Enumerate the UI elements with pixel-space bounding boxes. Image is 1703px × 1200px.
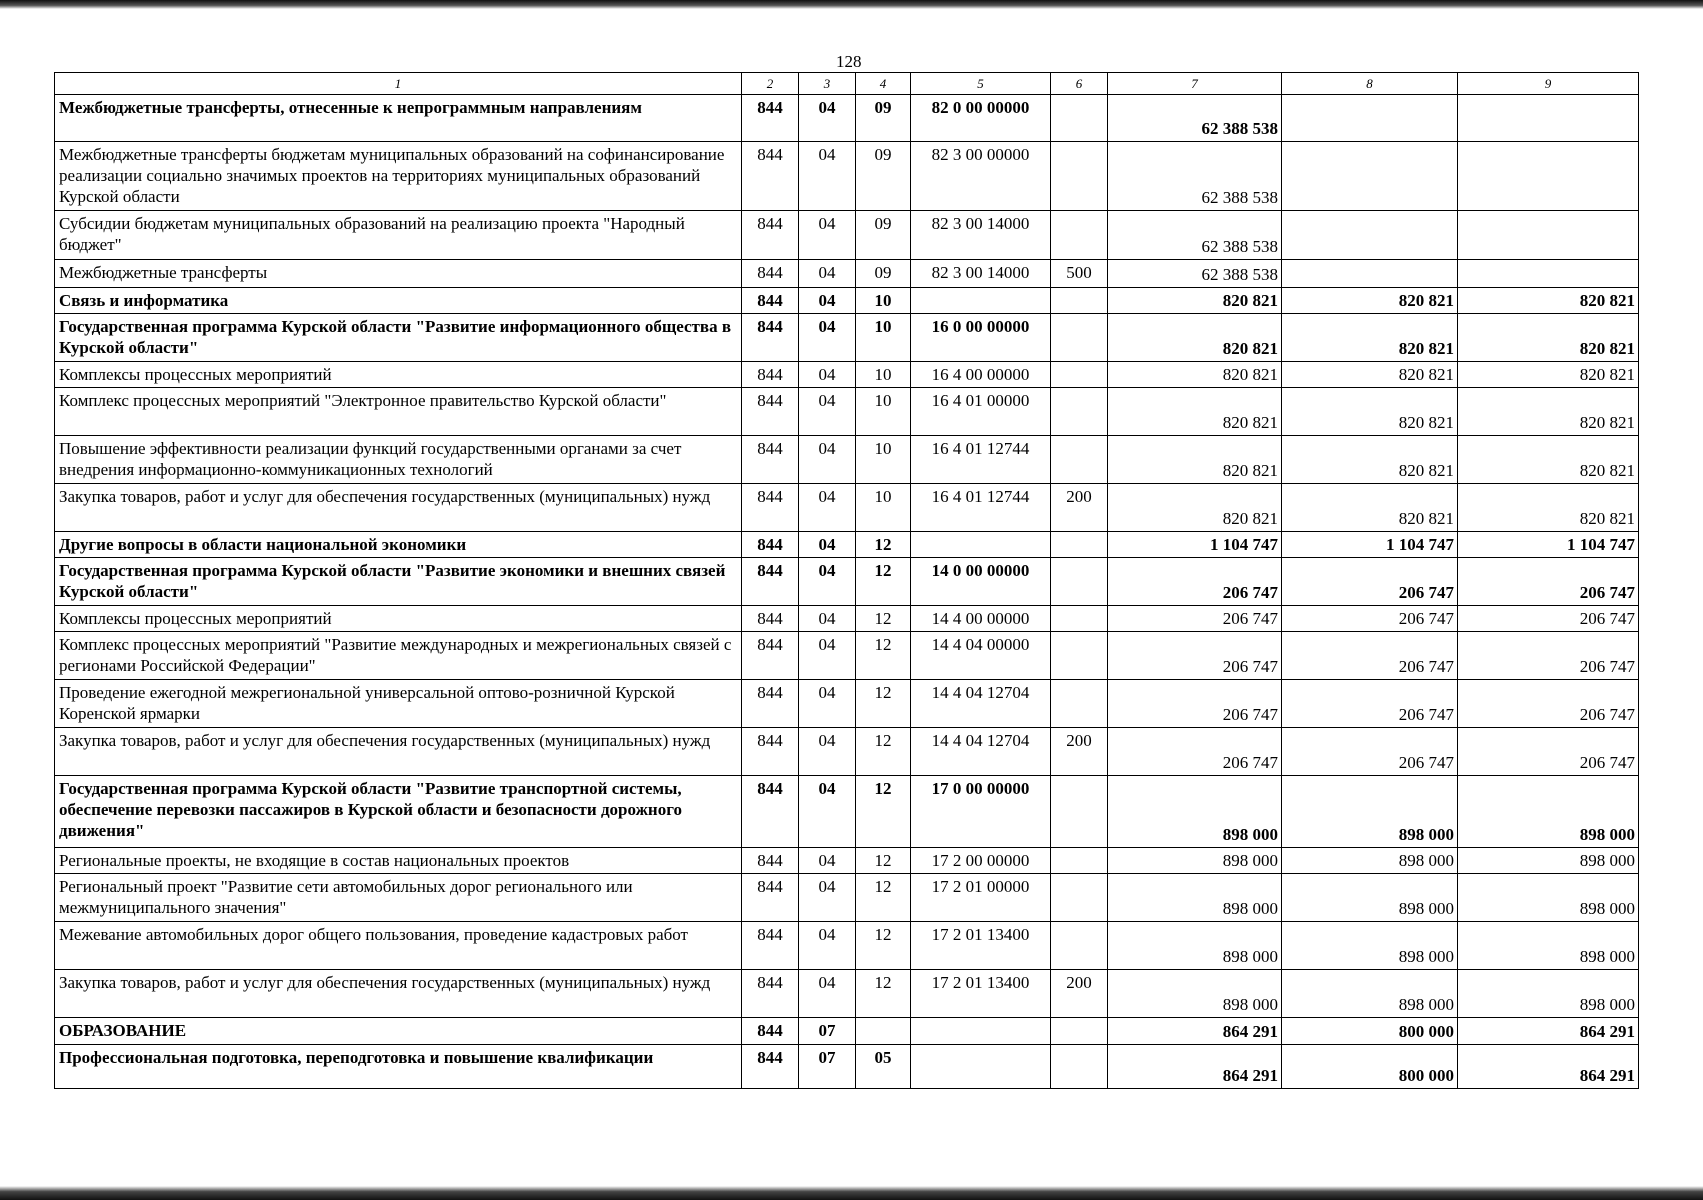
table-row [55,606,1639,632]
scan-edge-top [0,0,1703,9]
row-amount-col9: 864 291 [1458,1045,1639,1089]
row-code-section: 04 [799,632,856,680]
row-code-expense-type [1051,142,1108,211]
row-code-grbs: 844 [742,970,799,1018]
row-name: Межбюджетные трансферты бюджетам муниципальных образований на софинансирование реализации социально значимых проектов на территориях муниципальных образований Курской области [55,142,742,211]
column-number: 2 [742,73,799,95]
row-amount-col7: 898 000 [1108,848,1282,874]
row-code-subsection: 12 [856,532,911,558]
row-code-grbs: 844 [742,606,799,632]
row-code-subsection: 10 [856,362,911,388]
row-amount-col8: 820 821 [1282,436,1458,484]
column-number: 8 [1282,73,1458,95]
row-code-grbs: 844 [742,211,799,260]
table-row [55,922,1639,970]
row-code-section: 04 [799,558,856,606]
page-number: 128 [836,52,862,71]
table-row [55,388,1639,436]
row-amount-col7: 206 747 [1108,728,1282,776]
row-code-subsection: 12 [856,776,911,848]
row-code-section: 04 [799,388,856,436]
row-code-expense-type: 200 [1051,970,1108,1018]
row-code-expense-type [1051,776,1108,848]
row-code-subsection: 10 [856,388,911,436]
row-code-grbs: 844 [742,728,799,776]
row-code-expense-type: 200 [1051,728,1108,776]
row-name: Межбюджетные трансферты, отнесенные к непрограммным направлениям [55,95,742,142]
row-code-target: 82 3 00 00000 [911,142,1051,211]
row-amount-col8: 820 821 [1282,484,1458,532]
row-code-section: 04 [799,260,856,288]
row-code-grbs: 844 [742,922,799,970]
row-code-section: 04 [799,728,856,776]
row-code-section: 04 [799,95,856,142]
row-name: Другие вопросы в области национальной экономики [55,532,742,558]
row-code-section: 04 [799,142,856,211]
row-code-subsection: 12 [856,922,911,970]
row-code-section: 04 [799,970,856,1018]
row-code-expense-type [1051,922,1108,970]
row-code-expense-type: 200 [1051,484,1108,532]
table-row [55,532,1639,558]
row-code-grbs: 844 [742,436,799,484]
row-code-target: 17 2 01 13400 [911,922,1051,970]
row-name: Комплекс процессных мероприятий "Электронное правительство Курской области" [55,388,742,436]
row-amount-col9: 820 821 [1458,484,1639,532]
row-amount-col9: 820 821 [1458,314,1639,362]
row-amount-col7: 62 388 538 [1108,260,1282,288]
row-code-section: 04 [799,680,856,728]
row-code-expense-type [1051,288,1108,314]
row-amount-col9 [1458,142,1639,211]
table-row [55,874,1639,922]
row-code-grbs: 844 [742,314,799,362]
row-name: ОБРАЗОВАНИЕ [55,1018,742,1045]
row-code-expense-type [1051,848,1108,874]
column-number: 5 [911,73,1051,95]
row-amount-col9: 206 747 [1458,728,1639,776]
row-name: Повышение эффективности реализации функций государственными органами за счет внедрения информационно-коммуникационных технологий [55,436,742,484]
row-code-grbs: 844 [742,142,799,211]
row-amount-col8: 1 104 747 [1282,532,1458,558]
row-amount-col7: 62 388 538 [1108,211,1282,260]
budget-table [54,72,1639,1089]
row-code-grbs: 844 [742,776,799,848]
row-amount-col9: 820 821 [1458,288,1639,314]
row-amount-col7: 820 821 [1108,436,1282,484]
row-code-expense-type [1051,211,1108,260]
row-code-grbs: 844 [742,288,799,314]
row-code-subsection: 12 [856,680,911,728]
row-code-target: 16 4 01 12744 [911,436,1051,484]
row-amount-col7: 62 388 538 [1108,95,1282,142]
row-name: Региональные проекты, не входящие в состав национальных проектов [55,848,742,874]
row-amount-col7: 898 000 [1108,874,1282,922]
row-amount-col9: 864 291 [1458,1018,1639,1045]
column-number: 3 [799,73,856,95]
row-code-expense-type [1051,95,1108,142]
row-code-section: 04 [799,532,856,558]
row-code-expense-type [1051,874,1108,922]
row-code-subsection: 10 [856,288,911,314]
row-code-section: 04 [799,606,856,632]
row-code-subsection: 10 [856,436,911,484]
row-code-section: 04 [799,776,856,848]
row-code-subsection: 09 [856,260,911,288]
row-amount-col8: 206 747 [1282,558,1458,606]
row-code-target: 14 4 04 00000 [911,632,1051,680]
row-amount-col8: 800 000 [1282,1018,1458,1045]
row-amount-col8: 898 000 [1282,848,1458,874]
row-code-target [911,1045,1051,1089]
row-name: Комплексы процессных мероприятий [55,606,742,632]
row-code-grbs: 844 [742,558,799,606]
row-amount-col8: 898 000 [1282,970,1458,1018]
row-code-subsection: 12 [856,558,911,606]
row-code-grbs: 844 [742,632,799,680]
row-amount-col9: 898 000 [1458,874,1639,922]
row-name: Комплекс процессных мероприятий "Развитие международных и межрегиональных связей с регионами Российской Федерации" [55,632,742,680]
row-amount-col8: 820 821 [1282,362,1458,388]
row-name: Закупка товаров, работ и услуг для обеспечения государственных (муниципальных) нужд [55,728,742,776]
row-amount-col7: 898 000 [1108,922,1282,970]
row-code-expense-type: 500 [1051,260,1108,288]
row-amount-col7: 1 104 747 [1108,532,1282,558]
row-code-subsection: 12 [856,848,911,874]
table-row [55,484,1639,532]
row-code-section: 04 [799,874,856,922]
row-code-section: 04 [799,436,856,484]
row-code-section: 07 [799,1045,856,1089]
row-code-subsection: 09 [856,95,911,142]
row-code-expense-type [1051,558,1108,606]
row-amount-col7: 898 000 [1108,776,1282,848]
row-code-grbs: 844 [742,484,799,532]
table-row [55,632,1639,680]
table-row [55,1018,1639,1045]
row-amount-col9: 820 821 [1458,362,1639,388]
row-amount-col8: 820 821 [1282,314,1458,362]
table-row [55,288,1639,314]
row-amount-col7: 206 747 [1108,606,1282,632]
row-code-expense-type [1051,1045,1108,1089]
row-code-section: 04 [799,314,856,362]
row-code-grbs: 844 [742,388,799,436]
row-amount-col8: 898 000 [1282,922,1458,970]
row-code-target: 82 3 00 14000 [911,211,1051,260]
row-code-target [911,1018,1051,1045]
row-amount-col7: 864 291 [1108,1045,1282,1089]
row-name: Региональный проект "Развитие сети автомобильных дорог регионального или межмуниципального значения" [55,874,742,922]
row-code-expense-type [1051,314,1108,362]
table-row [55,314,1639,362]
row-code-grbs: 844 [742,680,799,728]
row-code-section: 04 [799,484,856,532]
table-row [55,211,1639,260]
row-code-subsection: 12 [856,970,911,1018]
row-code-subsection: 10 [856,314,911,362]
row-amount-col9: 206 747 [1458,632,1639,680]
row-amount-col9: 1 104 747 [1458,532,1639,558]
row-amount-col9 [1458,95,1639,142]
row-amount-col8: 206 747 [1282,606,1458,632]
row-amount-col7: 820 821 [1108,314,1282,362]
row-amount-col7: 864 291 [1108,1018,1282,1045]
row-code-subsection: 10 [856,484,911,532]
table-row [55,436,1639,484]
row-amount-col8 [1282,95,1458,142]
table-row [55,680,1639,728]
row-name: Субсидии бюджетам муниципальных образований на реализацию проекта "Народный бюджет" [55,211,742,260]
row-amount-col9: 898 000 [1458,922,1639,970]
row-code-target: 14 4 04 12704 [911,728,1051,776]
row-amount-col8 [1282,142,1458,211]
row-code-section: 04 [799,288,856,314]
row-name: Закупка товаров, работ и услуг для обеспечения государственных (муниципальных) нужд [55,484,742,532]
row-code-grbs: 844 [742,848,799,874]
row-code-expense-type [1051,606,1108,632]
row-amount-col7: 206 747 [1108,632,1282,680]
row-code-target: 16 0 00 00000 [911,314,1051,362]
row-amount-col8: 820 821 [1282,388,1458,436]
row-code-target: 82 0 00 00000 [911,95,1051,142]
column-number: 1 [55,73,742,95]
column-number: 4 [856,73,911,95]
row-code-target: 16 4 00 00000 [911,362,1051,388]
row-code-grbs: 844 [742,362,799,388]
row-code-subsection: 12 [856,606,911,632]
row-code-grbs: 844 [742,260,799,288]
row-amount-col9: 898 000 [1458,848,1639,874]
row-amount-col8: 898 000 [1282,874,1458,922]
row-code-expense-type [1051,632,1108,680]
table-body [55,73,1639,1089]
row-amount-col8 [1282,260,1458,288]
row-amount-col9 [1458,260,1639,288]
row-amount-col8: 898 000 [1282,776,1458,848]
row-amount-col8: 800 000 [1282,1045,1458,1089]
row-name: Закупка товаров, работ и услуг для обеспечения государственных (муниципальных) нужд [55,970,742,1018]
row-code-expense-type [1051,1018,1108,1045]
row-code-grbs: 844 [742,532,799,558]
row-code-target: 16 4 01 00000 [911,388,1051,436]
row-code-expense-type [1051,680,1108,728]
row-code-target: 14 0 00 00000 [911,558,1051,606]
row-code-target: 82 3 00 14000 [911,260,1051,288]
row-amount-col9: 898 000 [1458,776,1639,848]
row-code-section: 04 [799,362,856,388]
row-name: Государственная программа Курской области "Развитие информационного общества в Курской области" [55,314,742,362]
row-amount-col9: 898 000 [1458,970,1639,1018]
table-row [55,142,1639,211]
table-row [55,558,1639,606]
row-code-subsection: 05 [856,1045,911,1089]
row-code-target: 14 4 04 12704 [911,680,1051,728]
scan-edge-bottom [0,1186,1703,1200]
row-amount-col8: 206 747 [1282,632,1458,680]
column-number: 9 [1458,73,1639,95]
row-code-expense-type [1051,388,1108,436]
row-amount-col9: 206 747 [1458,680,1639,728]
row-code-section: 04 [799,922,856,970]
row-name: Межбюджетные трансферты [55,260,742,288]
row-code-subsection [856,1018,911,1045]
row-code-grbs: 844 [742,95,799,142]
row-code-expense-type [1051,532,1108,558]
row-code-target: 17 2 01 13400 [911,970,1051,1018]
column-number-row [55,73,1639,95]
row-code-target [911,288,1051,314]
table-row [55,776,1639,848]
row-amount-col9: 820 821 [1458,436,1639,484]
row-code-grbs: 844 [742,1045,799,1089]
row-code-expense-type [1051,436,1108,484]
table-row [55,362,1639,388]
row-code-target: 17 0 00 00000 [911,776,1051,848]
row-code-subsection: 12 [856,874,911,922]
table-row [55,95,1639,142]
row-code-section: 04 [799,211,856,260]
row-code-grbs: 844 [742,1018,799,1045]
row-code-target: 17 2 01 00000 [911,874,1051,922]
row-code-target: 17 2 00 00000 [911,848,1051,874]
row-amount-col9 [1458,211,1639,260]
row-code-subsection: 09 [856,142,911,211]
table-row [55,970,1639,1018]
row-amount-col7: 206 747 [1108,558,1282,606]
table-row [55,848,1639,874]
row-amount-col7: 898 000 [1108,970,1282,1018]
row-amount-col9: 820 821 [1458,388,1639,436]
table-row [55,728,1639,776]
row-code-section: 07 [799,1018,856,1045]
column-number: 7 [1108,73,1282,95]
row-name: Государственная программа Курской области "Развитие экономики и внешних связей Курской области" [55,558,742,606]
row-code-section: 04 [799,848,856,874]
row-amount-col8: 820 821 [1282,288,1458,314]
row-amount-col8: 206 747 [1282,680,1458,728]
row-code-subsection: 12 [856,632,911,680]
row-amount-col7: 206 747 [1108,680,1282,728]
row-name: Комплексы процессных мероприятий [55,362,742,388]
row-amount-col7: 62 388 538 [1108,142,1282,211]
row-name: Проведение ежегодной межрегиональной универсальной оптово-розничной Курской Коренской ярмарки [55,680,742,728]
row-name: Межевание автомобильных дорог общего пользования, проведение кадастровых работ [55,922,742,970]
row-code-target: 16 4 01 12744 [911,484,1051,532]
row-code-subsection: 09 [856,211,911,260]
row-code-grbs: 844 [742,874,799,922]
row-amount-col8: 206 747 [1282,728,1458,776]
row-code-target: 14 4 00 00000 [911,606,1051,632]
row-code-target [911,532,1051,558]
row-amount-col8 [1282,211,1458,260]
row-amount-col7: 820 821 [1108,288,1282,314]
row-name: Связь и информатика [55,288,742,314]
row-name: Государственная программа Курской области "Развитие транспортной системы, обеспечение перевозки пассажиров в Курской области и безопасности дорожного движения" [55,776,742,848]
row-name: Профессиональная подготовка, переподготовка и повышение квалификации [55,1045,742,1089]
row-amount-col7: 820 821 [1108,484,1282,532]
row-amount-col9: 206 747 [1458,558,1639,606]
table-row [55,1045,1639,1089]
row-amount-col7: 820 821 [1108,362,1282,388]
column-number: 6 [1051,73,1108,95]
row-code-expense-type [1051,362,1108,388]
row-amount-col7: 820 821 [1108,388,1282,436]
row-code-subsection: 12 [856,728,911,776]
table-row [55,260,1639,288]
row-amount-col9: 206 747 [1458,606,1639,632]
